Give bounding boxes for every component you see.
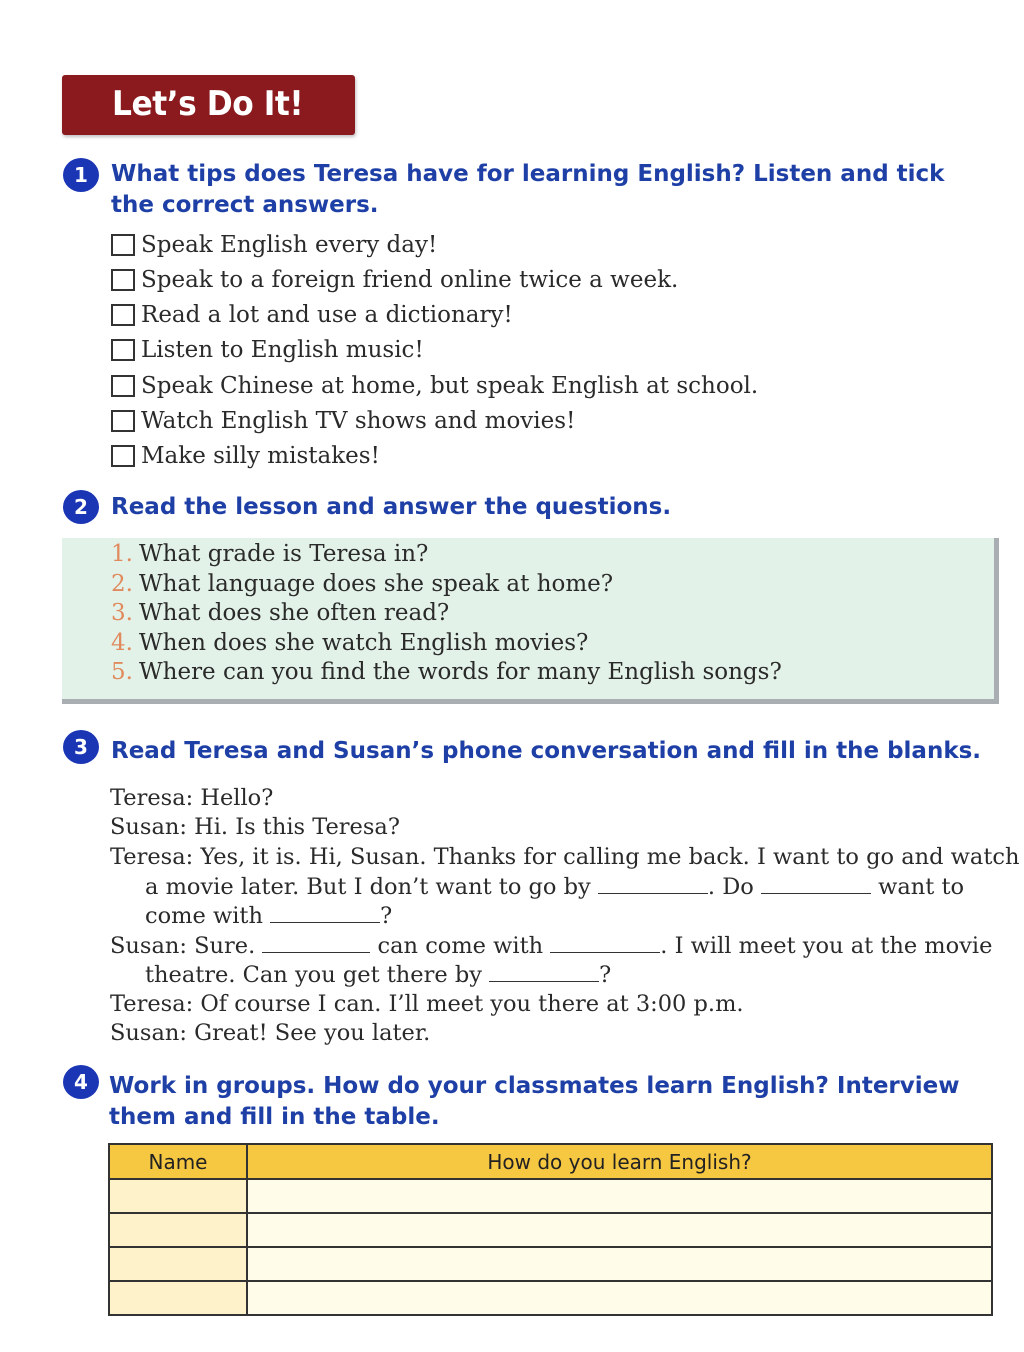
- tip-checkbox[interactable]: [111, 445, 135, 467]
- conversation-line: [145, 901, 392, 931]
- tip-option[interactable]: [111, 407, 575, 435]
- tip-option-label: Read a lot and use a dictionary!: [141, 302, 513, 328]
- fill-blank[interactable]: [550, 931, 660, 953]
- tip-option-label: Listen to English music!: [141, 337, 424, 363]
- tip-option-label: Watch English TV shows and movies!: [141, 408, 576, 434]
- section-4-heading-line1: Work in groups. How do your classmates learn English? Interview: [109, 1073, 960, 1099]
- banner-title: Let’s Do It!: [112, 84, 304, 124]
- conversation-text: theatre. Can you get there by: [145, 962, 482, 988]
- answer-cell[interactable]: [247, 1179, 992, 1213]
- question-item: [111, 659, 782, 689]
- name-cell[interactable]: [109, 1247, 247, 1281]
- table-header-name: Name: [109, 1144, 247, 1179]
- conversation-text: . I will meet you at the movie: [660, 933, 993, 959]
- conversation-line: Susan: Great! See you later.: [110, 1020, 431, 1046]
- tip-option[interactable]: [111, 442, 380, 470]
- tip-checkbox[interactable]: [111, 339, 135, 361]
- fill-blank[interactable]: [761, 872, 871, 894]
- answer-cell[interactable]: [247, 1213, 992, 1247]
- name-cell[interactable]: [109, 1213, 247, 1247]
- tip-checkbox[interactable]: [111, 375, 135, 397]
- tip-checkbox[interactable]: [111, 410, 135, 432]
- conversation-text: come with: [145, 903, 263, 929]
- tip-option-label: Speak English every day!: [141, 232, 438, 258]
- conversation-text: want to: [878, 874, 965, 900]
- question-number: 5.: [111, 659, 133, 685]
- table-row: [109, 1247, 992, 1281]
- fill-blank[interactable]: [489, 960, 599, 982]
- conversation-text: . Do: [707, 874, 754, 900]
- question-text: What grade is Teresa in?: [139, 541, 429, 567]
- tip-option[interactable]: [111, 231, 437, 259]
- section-1-heading-line1: What tips does Teresa have for learning English? Listen and tick: [111, 161, 945, 187]
- question-number: 3.: [111, 600, 133, 626]
- lesson-banner: [62, 75, 355, 135]
- tip-checkbox[interactable]: [111, 234, 135, 256]
- table-row: [109, 1213, 992, 1247]
- conversation-line: [145, 872, 964, 902]
- conversation-line: [145, 960, 611, 990]
- fill-blank[interactable]: [598, 872, 708, 894]
- tip-option-label: Make silly mistakes!: [141, 443, 380, 469]
- tip-option-label: Speak to a foreign friend online twice a week.: [141, 267, 679, 293]
- section-3-heading: Read Teresa and Susan’s phone conversation and fill in the blanks.: [111, 738, 982, 764]
- table-row: [109, 1179, 992, 1213]
- section-3-number: 3: [63, 730, 99, 764]
- table-row: [109, 1281, 992, 1315]
- conversation-line: Teresa: Hello?: [110, 785, 274, 811]
- fill-blank[interactable]: [270, 901, 380, 923]
- question-text: What language does she speak at home?: [139, 571, 614, 597]
- interview-table: [108, 1143, 993, 1316]
- name-cell[interactable]: [109, 1281, 247, 1315]
- section-2-number: 2: [63, 490, 99, 524]
- questions-panel: [62, 538, 999, 704]
- conversation-text: can come with: [377, 933, 544, 959]
- conversation-text: a movie later. But I don’t want to go by: [145, 874, 591, 900]
- question-text: When does she watch English movies?: [139, 630, 589, 656]
- tip-checkbox[interactable]: [111, 269, 135, 291]
- conversation-line: [110, 931, 992, 961]
- tip-option-label: Speak Chinese at home, but speak English at school.: [141, 373, 759, 399]
- question-number: 1.: [111, 541, 133, 567]
- conversation-line: Susan: Hi. Is this Teresa?: [110, 814, 400, 840]
- question-item: [111, 600, 449, 630]
- answer-cell[interactable]: [247, 1247, 992, 1281]
- name-cell[interactable]: [109, 1179, 247, 1213]
- question-number: 2.: [111, 571, 133, 597]
- tip-option[interactable]: [111, 336, 424, 364]
- question-item: [111, 571, 613, 601]
- section-4-heading-line2: them and fill in the table.: [109, 1104, 440, 1130]
- section-4-number: 4: [63, 1065, 99, 1099]
- question-item: [111, 630, 588, 660]
- question-text: What does she often read?: [139, 600, 450, 626]
- question-text: Where can you find the words for many English songs?: [139, 659, 782, 685]
- question-item: [111, 541, 428, 571]
- tip-option[interactable]: [111, 266, 678, 294]
- question-number: 4.: [111, 630, 133, 656]
- tip-option[interactable]: [111, 301, 513, 329]
- section-1-heading-line2: the correct answers.: [111, 192, 379, 218]
- table-header-answer: How do you learn English?: [247, 1144, 992, 1179]
- section-2-heading: Read the lesson and answer the questions.: [111, 494, 672, 520]
- answer-cell[interactable]: [247, 1281, 992, 1315]
- conversation-line: Teresa: Of course I can. I’ll meet you there at 3:00 p.m.: [110, 991, 744, 1017]
- section-1-number: 1: [63, 158, 99, 192]
- tip-option[interactable]: [111, 372, 758, 400]
- conversation-text: Susan: Sure.: [110, 933, 256, 959]
- fill-blank[interactable]: [262, 931, 370, 953]
- conversation-text: ?: [599, 962, 612, 988]
- conversation-line: Teresa: Yes, it is. Hi, Susan. Thanks for calling me back. I want to go and watch: [110, 844, 1020, 870]
- conversation-text: ?: [380, 903, 393, 929]
- tip-checkbox[interactable]: [111, 304, 135, 326]
